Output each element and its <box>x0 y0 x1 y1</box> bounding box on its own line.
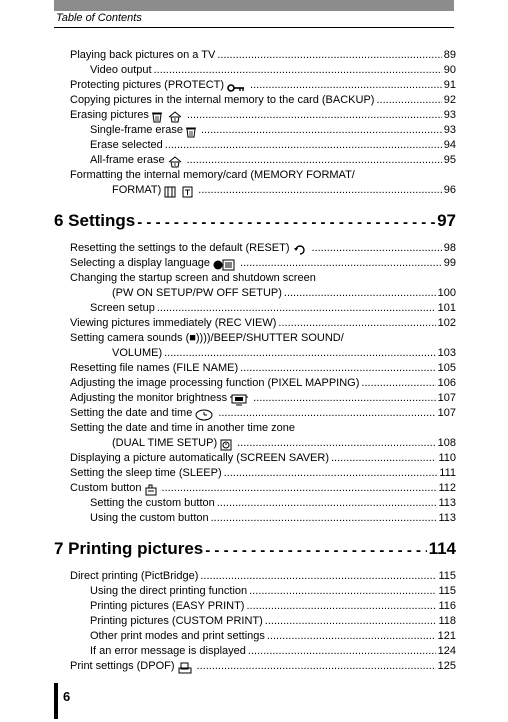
custom-button-icon <box>145 484 157 496</box>
toc-entry-text: Erasing pictures <box>70 109 149 121</box>
toc-page-number: 115 <box>438 585 456 597</box>
header-rule <box>54 27 454 28</box>
toc-page-number: 112 <box>438 482 456 494</box>
toc-page-number: 113 <box>438 512 456 524</box>
toc-entry-text: Setting the date and time <box>70 407 193 419</box>
toc-entry-sleep[interactable] <box>54 466 456 481</box>
toc-page-number: 100 <box>437 287 456 299</box>
toc-entry-text: Viewing pictures immediately (REC VIEW) <box>70 317 277 329</box>
page-header <box>54 0 454 22</box>
toc-page-number: 89 <box>443 49 456 61</box>
toc-entry-setting-custom-button[interactable] <box>54 496 456 511</box>
trash-icon <box>152 111 162 123</box>
toc-page-number: 91 <box>443 79 456 91</box>
toc-page-number: 98 <box>443 242 456 254</box>
toc-entry-video-output[interactable] <box>54 63 456 78</box>
toc-entry-text: Erase selected <box>90 139 163 151</box>
toc-page-number: 90 <box>443 64 456 76</box>
toc-entry-custom-print[interactable] <box>54 614 456 629</box>
toc-page-number: 113 <box>438 497 456 509</box>
header-title: Table of Contents <box>56 12 142 24</box>
toc-entry-text: Printing pictures (EASY PRINT) <box>90 600 245 612</box>
toc-entry-text: Direct printing (PictBridge) <box>70 570 199 582</box>
section-heading-settings[interactable] <box>54 209 456 231</box>
toc-entry-text: Changing the startup screen and shutdown screen <box>70 272 316 284</box>
toc-entry-text: Single-frame erase <box>90 124 183 136</box>
protect-key-icon <box>227 83 245 93</box>
card-format-icon <box>182 186 193 198</box>
toc-entry-text: Using the custom button <box>90 512 209 524</box>
toc-entry-language[interactable] <box>54 256 456 271</box>
toc-entry-text: (PW ON SETUP/PW OFF SETUP) <box>112 287 282 299</box>
toc-entry-date-time[interactable] <box>54 406 456 421</box>
toc-entry-text: Copying pictures in the internal memory to the card (BACKUP) <box>70 94 375 106</box>
toc-entry-pixel-mapping[interactable] <box>54 376 456 391</box>
toc-entry-direct-printing-function[interactable] <box>54 584 456 599</box>
toc-entry-monitor-brightness[interactable] <box>54 391 456 406</box>
toc-entry-text: Adjusting the image processing function (PIXEL MAPPING) <box>70 377 360 389</box>
toc-entry-text: Printing pictures (CUSTOM PRINT) <box>90 615 263 627</box>
toc-entry-tv-playback[interactable] <box>54 48 456 63</box>
toc-page-number: 92 <box>443 94 456 106</box>
toc-entry-other-print-modes[interactable] <box>54 629 456 644</box>
toc-entry-startup-screen-cont[interactable] <box>54 286 456 301</box>
toc-page-number: 103 <box>437 347 456 359</box>
toc-entry-using-custom-button[interactable] <box>54 511 456 526</box>
toc-entry-custom-button[interactable] <box>54 481 456 496</box>
page-number: 6 <box>63 689 71 704</box>
trash-all-icon <box>168 111 182 123</box>
toc-entry-time-zone[interactable] <box>54 421 456 436</box>
toc-entry-dpof[interactable] <box>54 659 456 674</box>
trash-all-icon <box>168 156 182 168</box>
toc-page-number: 107 <box>437 407 456 419</box>
toc-page-number: 105 <box>437 362 456 374</box>
toc-page-number: 118 <box>438 615 456 627</box>
toc-entry-erase-selected[interactable] <box>54 138 456 153</box>
toc-entry-camera-sounds[interactable] <box>54 331 456 346</box>
toc-entry-reset[interactable] <box>54 241 456 256</box>
toc-entry-screen-setup[interactable] <box>54 301 456 316</box>
header-bar <box>54 0 454 11</box>
toc-entry-dual-time-cont[interactable] <box>54 436 456 451</box>
toc-entry-text: FORMAT) <box>112 184 162 196</box>
toc-entry-error-message[interactable] <box>54 644 456 659</box>
toc-entry-erasing[interactable] <box>54 108 456 123</box>
toc-entry-easy-print[interactable] <box>54 599 456 614</box>
toc-entry-text: Adjusting the monitor brightness <box>70 392 228 404</box>
toc-page-number: 93 <box>443 124 456 136</box>
toc-page-number: 124 <box>437 645 456 657</box>
toc-page-number: 116 <box>438 600 456 612</box>
toc-page-number: 101 <box>437 302 456 314</box>
toc-page-number: 107 <box>437 392 456 404</box>
toc-entry-text: Video output <box>90 64 152 76</box>
toc-page-number: 99 <box>443 257 456 269</box>
toc-entry-text: Print settings (DPOF) <box>70 660 175 672</box>
toc-entry-text: Playing back pictures on a TV <box>70 49 216 61</box>
toc-entry-text: (DUAL TIME SETUP) <box>112 437 218 449</box>
toc-entry-text: Protecting pictures (PROTECT) <box>70 79 225 91</box>
toc-entry-memory-format-cont[interactable] <box>54 183 456 198</box>
toc-entry-text: Resetting file names (FILE NAME) <box>70 362 239 374</box>
toc-entry-protect[interactable] <box>54 78 456 93</box>
reset-arrow-icon <box>293 244 307 256</box>
toc-entry-text: Displaying a picture automatically (SCREEN SAVER) <box>70 452 329 464</box>
toc-entry-text: Using the direct printing function <box>90 585 248 597</box>
section-heading-printing[interactable] <box>54 537 456 559</box>
toc-entry-text: Other print modes and print settings <box>90 630 265 642</box>
toc-page-number: 111 <box>439 467 456 479</box>
toc-entry-direct-printing[interactable] <box>54 569 456 584</box>
toc-entry-all-frame-erase[interactable] <box>54 153 456 168</box>
toc-page-number: 102 <box>437 317 456 329</box>
table-of-contents <box>54 48 456 674</box>
page-number-bar <box>54 683 58 719</box>
toc-page-number: 125 <box>437 660 456 672</box>
toc-page-number: 95 <box>443 154 456 166</box>
toc-page-number: 106 <box>437 377 456 389</box>
toc-page-number: 110 <box>438 452 456 464</box>
toc-entry-text: Setting the sleep time (SLEEP) <box>70 467 222 479</box>
toc-page-number: 108 <box>437 437 456 449</box>
brightness-icon <box>230 394 248 406</box>
toc-entry-text: VOLUME) <box>112 347 163 359</box>
toc-entry-text: Setting camera sounds (■))))/BEEP/SHUTTER SOUND/ <box>70 332 344 344</box>
dual-time-icon <box>220 439 232 451</box>
section-page-number: 114 <box>428 539 456 558</box>
section-page-number: 97 <box>437 211 456 230</box>
toc-entry-text: Setting the custom button <box>90 497 215 509</box>
toc-entry-text: Formatting the internal memory/card (MEMORY FORMAT/ <box>70 169 355 181</box>
toc-entry-screen-saver[interactable] <box>54 451 456 466</box>
toc-page-number: 93 <box>443 109 456 121</box>
toc-entry-text: Resetting the settings to the default (RESET) <box>70 242 290 254</box>
toc-page-number: 96 <box>443 184 456 196</box>
toc-entry-memory-format[interactable] <box>54 168 456 183</box>
toc-page-number: 121 <box>437 630 456 642</box>
memory-format-icon <box>164 186 176 198</box>
toc-entry-text: Selecting a display language <box>70 257 211 269</box>
toc-entry-text: Setting the date and time in another time zone <box>70 422 296 434</box>
toc-entry-single-frame-erase[interactable] <box>54 123 456 138</box>
section-title: 7 Printing pictures <box>54 539 204 558</box>
toc-page-number: 115 <box>438 570 456 582</box>
toc-page-number: 94 <box>443 139 456 151</box>
clock-icon <box>195 409 213 421</box>
toc-entry-file-name[interactable] <box>54 361 456 376</box>
toc-entry-text: If an error message is displayed <box>90 645 246 657</box>
language-icon <box>213 259 235 271</box>
toc-entry-rec-view[interactable] <box>54 316 456 331</box>
toc-entry-backup[interactable] <box>54 93 456 108</box>
section-title: 6 Settings <box>54 211 136 230</box>
print-order-icon <box>178 662 192 674</box>
toc-entry-startup-screen[interactable] <box>54 271 456 286</box>
toc-entry-text: All-frame erase <box>90 154 165 166</box>
trash-icon <box>186 126 196 138</box>
toc-entry-camera-sounds-cont[interactable] <box>54 346 456 361</box>
toc-entry-text: Screen setup <box>90 302 155 314</box>
toc-entry-text: Custom button <box>70 482 142 494</box>
